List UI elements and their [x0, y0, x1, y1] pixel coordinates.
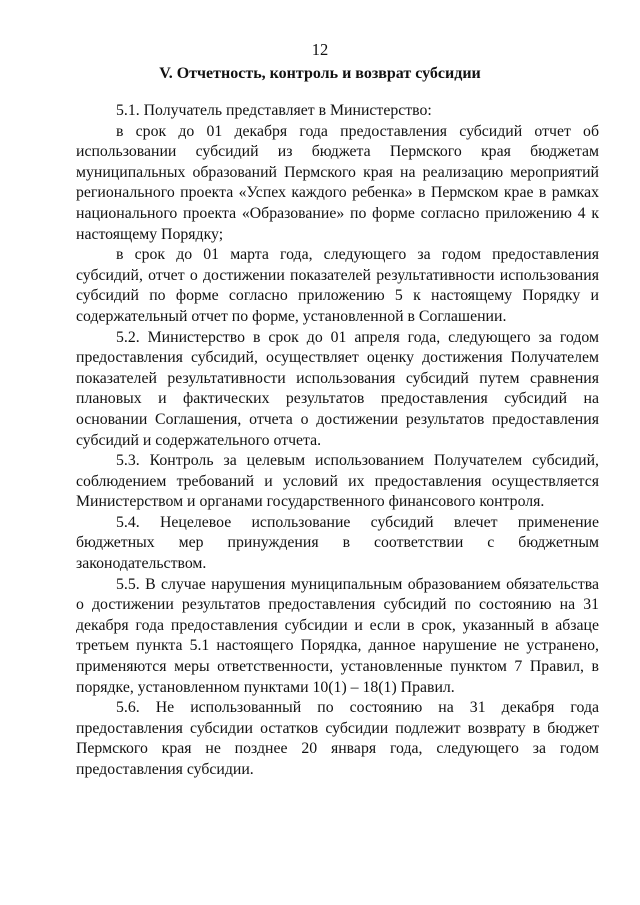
section-title: V. Отчетность, контроль и возврат субсидии [159, 65, 481, 82]
paragraph-5-2: 5.2. Министерство в срок до 01 апреля года, следующего за годом предоставления субсидий, осуществляет оценку достижения Получателем показателей результативности использования субсидий путем сравнения плановых и фактических результатов предоставления субсидий на основании Соглашения, отчета о достижении результатов предоставления субсидий и содержательного отчета. [76, 328, 599, 449]
paragraph-5-3: 5.3. Контроль за целевым использованием Получателем субсидий, соблюдением требований и условий их предоставления осуществляется Министерством и органами государственного финансового контроля. [76, 452, 599, 511]
paragraph-5-1: 5.1. Получатель представляет в Министерство: [116, 102, 432, 119]
paragraph-5-1-report-deadline: в срок до 01 декабря года предоставления субсидий отчет об использовании субсидий из бюджета Пермского края бюджетам муниципальных образований Пермского края на реализацию мероприятий регионального проекта «Успех каждого ребенка» в Пермском крае в рамках национального проекта «Образование» по форме согласно приложению 4 к настоящему Порядку; [76, 122, 599, 243]
paragraph-5-4: 5.4. Нецелевое использование субсидий влечет применение бюджетных мер принуждения в соответствии с бюджетным законодательством. [76, 513, 599, 573]
paragraph-5-6: 5.6. Не использованный по состоянию на 31 декабря года предоставления субсидии остатков субсидии подлежит возврату в бюджет Пермского края не позднее 20 января года, следующего за годом предоставления субсидии. [76, 699, 599, 778]
paragraph-5-1-results-report: в срок до 01 марта года, следующего за годом предоставления субсидий, отчет о достижении показателей результативности использования субсидий по форме согласно приложению 5 к настоящему Порядку и содержательный отчет по форме, установленной в Соглашении. [76, 246, 599, 325]
document-body [76, 101, 599, 781]
paragraph-5-5: 5.5. В случае нарушения муниципальным образованием обязательства о достижении результатов предоставления субсидий по состоянию на 31 декабря года предоставления субсидии и если в срок, указанный в абзаце третьем пункта 5.1 настоящего Порядка, данное нарушение не устранено, применяются меры ответственности, установленные пунктом 7 Правил, в порядке, установленном пунктами 10(1) – 18(1) Правил. [76, 575, 599, 696]
page-number: 12 [311, 40, 329, 59]
